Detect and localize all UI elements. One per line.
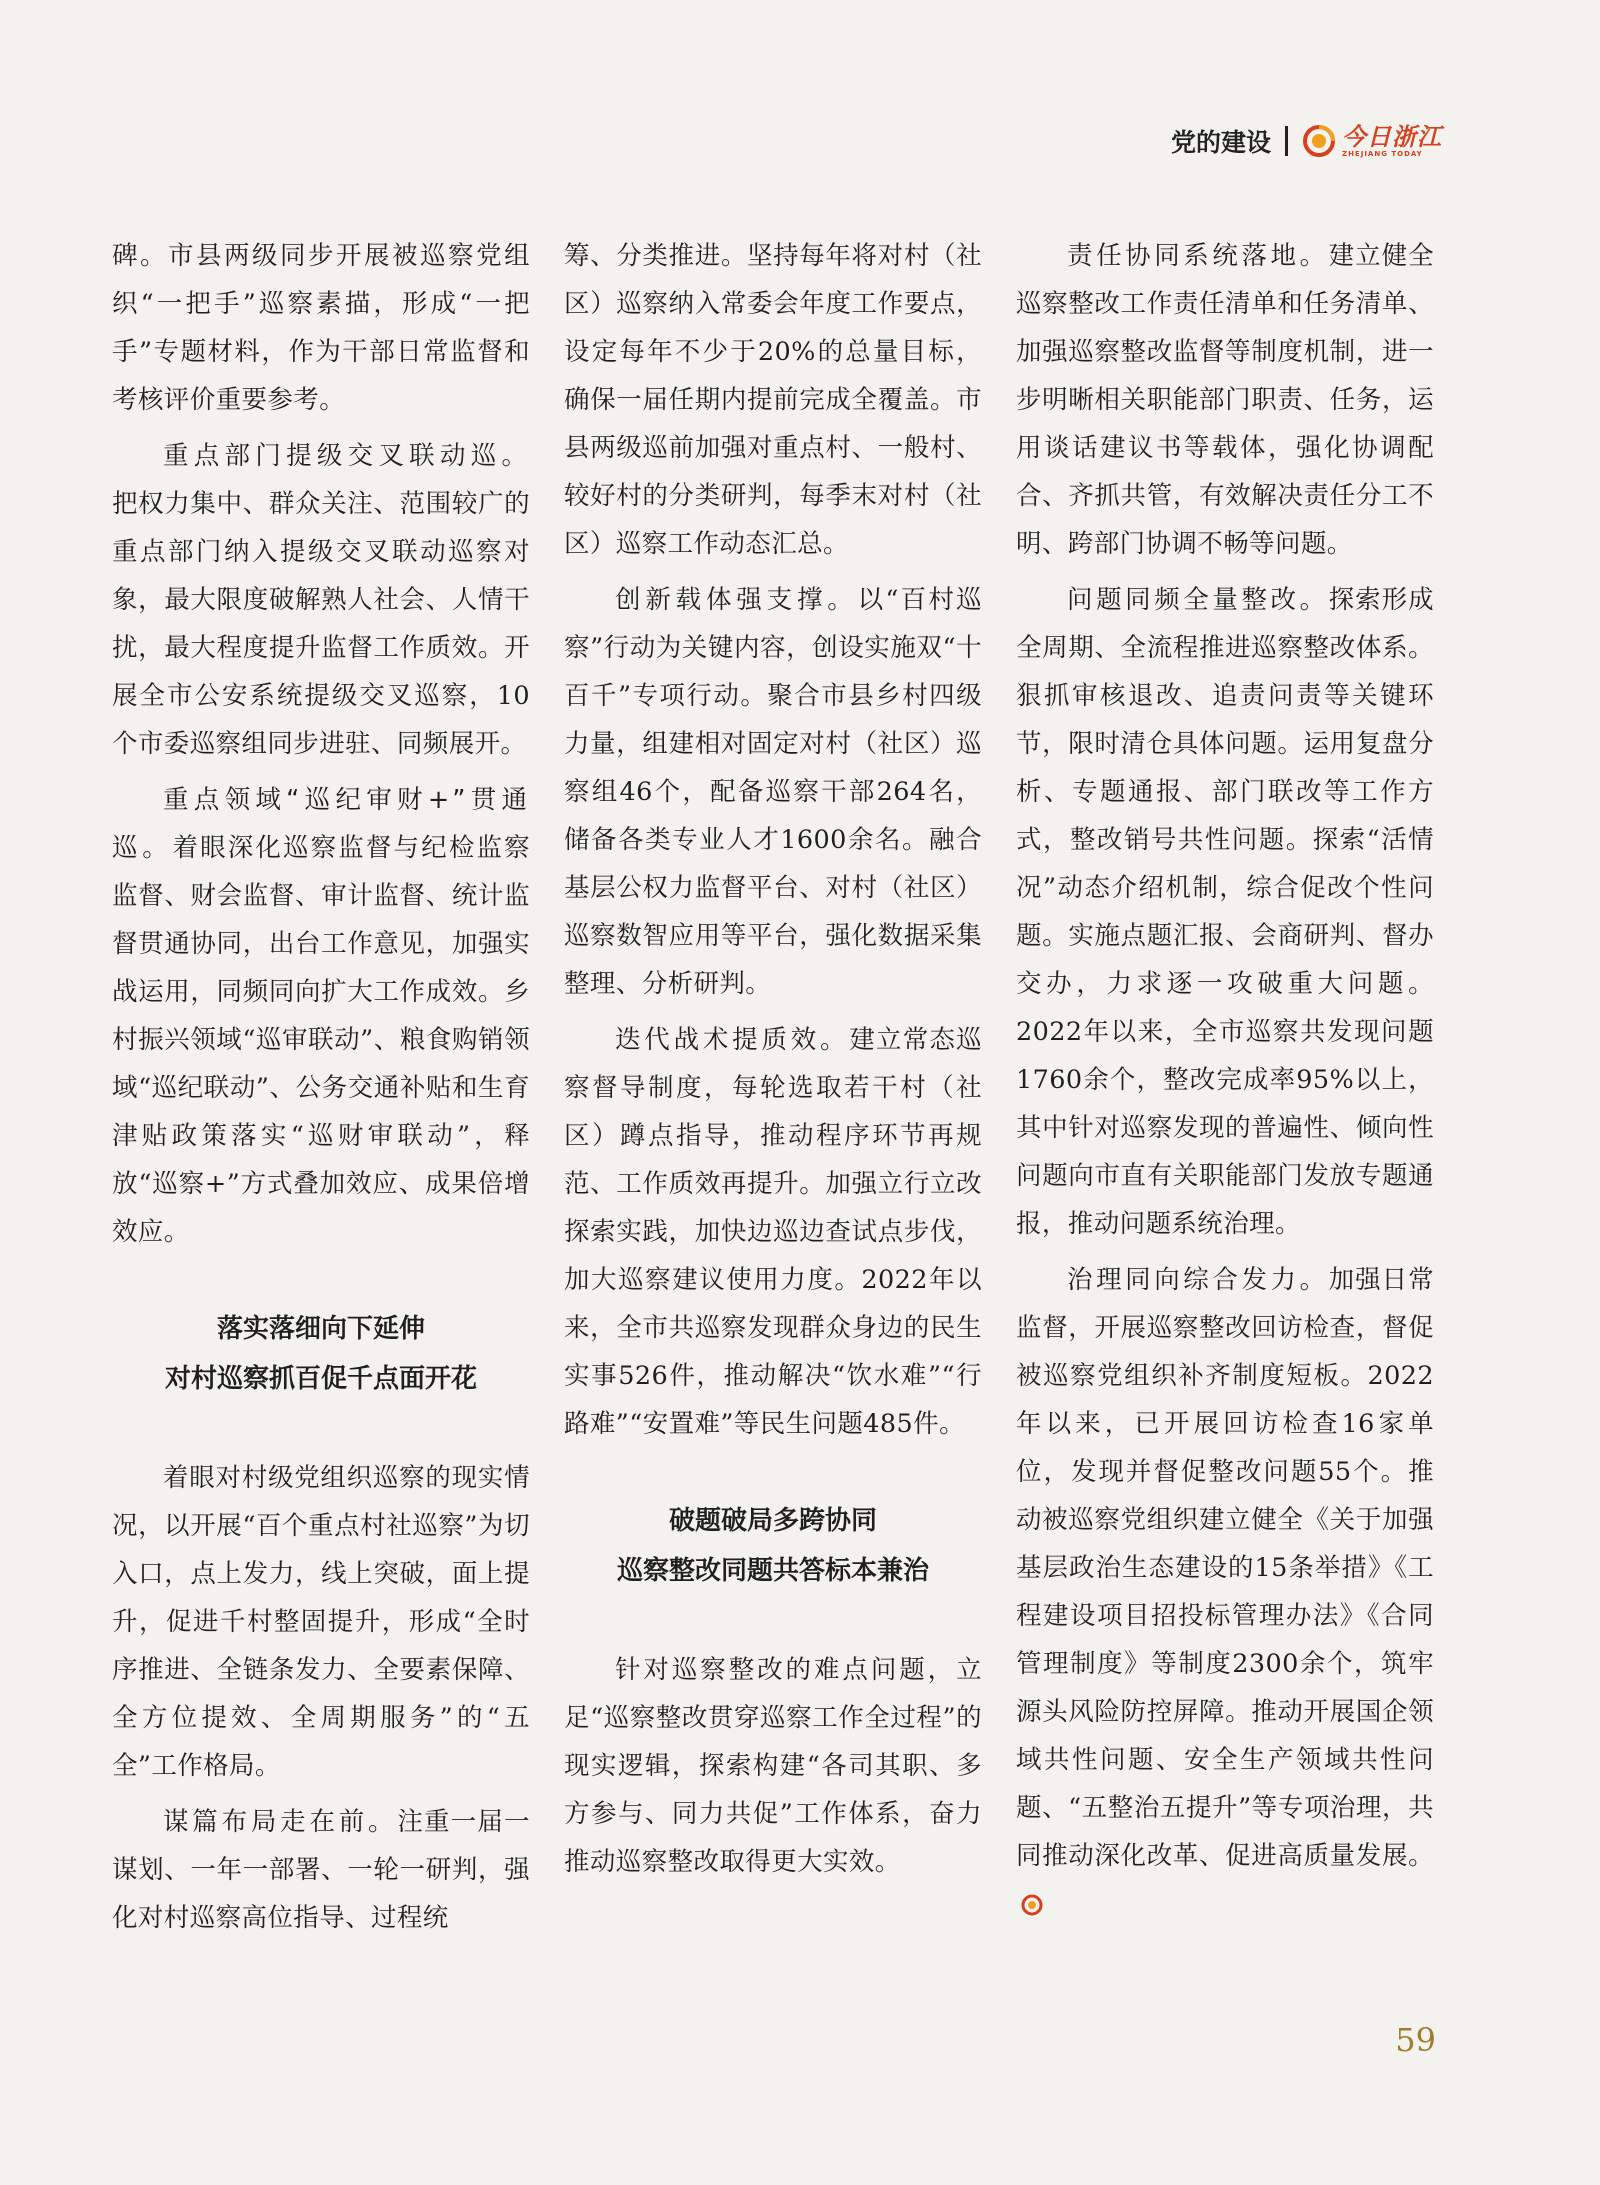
paragraph-lead: 谋篇布局走在前。 (163, 1807, 398, 1837)
paragraph-body: 以“百村巡察”行动为关键内容，创设实施双“十百千”专项行动。聚合市县乡村四级力量，组建相对固定对村（社区）巡察组46个，配备巡察干部264名，储备各类专业人才1600余名。融合基层公权力监督平台、对村（社区）巡察数智应用等平台，强化数据采集整理、分析研判。 (564, 585, 982, 999)
page-header (1171, 118, 1442, 164)
paragraph (112, 432, 530, 768)
paragraph-lead: 治理同向综合发力。 (1067, 1265, 1329, 1295)
paragraph-body: 建立常态巡察督导制度，每轮选取若干村（社区）蹲点指导，推动程序环节再规范、工作质效再提升。加强立行立改探索实践，加快边巡边查试点步伐，加大巡察建议使用力度。2022年以来，全市共巡察发现群众身边的民生实事526件，推动解决“饮水难”“行路难”“安置难”等民生问题485件。 (564, 1025, 982, 1439)
paragraph (1016, 1256, 1434, 1928)
paragraph (564, 576, 982, 1008)
paragraph-body: 着眼深化巡察监督与纪检监察监督、财会监督、审计监督、统计监督贯通协同，出台工作意见，加强实战运用，同频同向扩大工作成效。乡村振兴领域“巡审联动”、粮食购销领域“巡纪联动”、公务交通补贴和生育津贴政策落实“巡财审联动”，释放“巡察+”方式叠加效应、成果倍增效应。 (112, 833, 530, 1247)
paragraph-lead: 迭代战术提质效。 (615, 1025, 850, 1055)
paragraph (1016, 576, 1434, 1248)
column-3 (1016, 232, 1434, 1936)
paragraph-lead: 重点部门提级交叉联动巡。 (163, 441, 530, 471)
column-2 (564, 232, 982, 1894)
section-heading-line: 破题破局多跨协同 (668, 1506, 877, 1536)
section-heading-line: 对村巡察抓百促千点面开花 (164, 1364, 477, 1394)
paragraph: 筹、分类推进。坚持每年将对村（社区）巡察纳入常委会年度工作要点，设定每年不少于20%的总量目标，确保一届任期内提前完成全覆盖。市县两级巡前加强对重点村、一般村、较好村的分类研判，每季末对村（社区）巡察工作动态汇总。 (564, 241, 982, 559)
logo-swirl-icon (1302, 124, 1336, 158)
paragraph-lead: 问题同频全量整改。 (1067, 585, 1329, 615)
paragraph (564, 1016, 982, 1448)
section-title: 党的建设 (1170, 128, 1271, 157)
page-number: 59 (1395, 2021, 1436, 2059)
paragraph-body: 注重一届一谋划、一年一部署、一轮一研判，强化对村巡察高位指导、过程统 (112, 1807, 530, 1933)
paragraph-lead: 责任协同系统落地。 (1067, 241, 1329, 271)
section-heading-line: 落实落细向下延伸 (216, 1314, 425, 1344)
magazine-logo (1302, 124, 1442, 158)
paragraph-body: 加强日常监督，开展巡察整改回访检查，督促被巡察党组织补齐制度短板。2022年以来，已开展回访检查16家单位，发现并督促整改问题55个。推动被巡察党组织建立健全《关于加强基层政治生态建设的15条举措》《工程建设项目招投标管理办法》《合同管理制度》等制度2300余个，筑牢源头风险防控屏障。推动开展国企领域共性问题、安全生产领域共性问题、“五整治五提升”等专项治理，共同推动深化改革、促进高质量发展。 (1016, 1265, 1434, 1871)
paragraph (1016, 232, 1434, 568)
paragraph-body: 把权力集中、群众关注、范围较广的重点部门纳入提级交叉联动巡察对象，最大限度破解熟人社会、人情干扰，最大程度提升监督工作质效。开展全市公安系统提级交叉巡察，10个市委巡察组同步进驻、同频展开。 (112, 489, 530, 759)
paragraph: 针对巡察整改的难点问题，立足“巡察整改贯穿巡察工作全过程”的现实逻辑，探索构建“各司其职、多方参与、同力共促”工作体系，奋力推动巡察整改取得更大实效。 (564, 1655, 982, 1877)
paragraph-lead: 创新载体强支撑。 (615, 585, 858, 615)
paragraph (112, 776, 530, 1256)
column-1 (112, 232, 530, 1950)
section-heading (112, 1304, 530, 1404)
paragraph: 着眼对村级党组织巡察的现实情况，以开展“百个重点村社巡察”为切入口，点上发力，线上突破，面上提升，促进千村整固提升，形成“全时序推进、全链条发力、全要素保障、全方位提效、全周期服务”的“五全”工作格局。 (112, 1463, 530, 1781)
paragraph-body: 建立健全巡察整改工作责任清单和任务清单、加强巡察整改监督等制度机制，进一步明晰相关职能部门职责、任务，运用谈话建议书等载体，强化协调配合、齐抓共管，有效解决责任分工不明、跨部门协调不畅等问题。 (1016, 241, 1434, 559)
header-divider (1285, 126, 1288, 156)
paragraph-lead: 重点领域“巡纪审财+”贯通巡。 (112, 785, 530, 863)
section-heading-line: 巡察整改同题共答标本兼治 (616, 1556, 929, 1586)
paragraph: 碑。市县两级同步开展被巡察党组织“一把手”巡察素描，形成“一把手”专题材料，作为干部日常监督和考核评价重要参考。 (112, 241, 530, 415)
logo-text: 今日浙江 (1342, 122, 1442, 151)
logo-subtext: ZHEJIANG TODAY (1342, 149, 1423, 158)
paragraph-body: 探索形成全周期、全流程推进巡察整改体系。狠抓审核退改、追责问责等关键环节，限时清仓具体问题。运用复盘分析、专题通报、部门联改等工作方式，整改销号共性问题。探索“活情况”动态介绍机制，综合促改个性问题。实施点题汇报、会商研判、督办交办，力求逐一攻破重大问题。2022年以来，全市巡察共发现问题1760余个，整改完成率95%以上，其中针对巡察发现的普遍性、倾向性问题向市直有关职能部门发放专题通报，推动问题系统治理。 (1016, 585, 1434, 1239)
section-heading (564, 1496, 982, 1596)
paragraph (112, 1798, 530, 1942)
end-mark-icon (1020, 1893, 1044, 1917)
